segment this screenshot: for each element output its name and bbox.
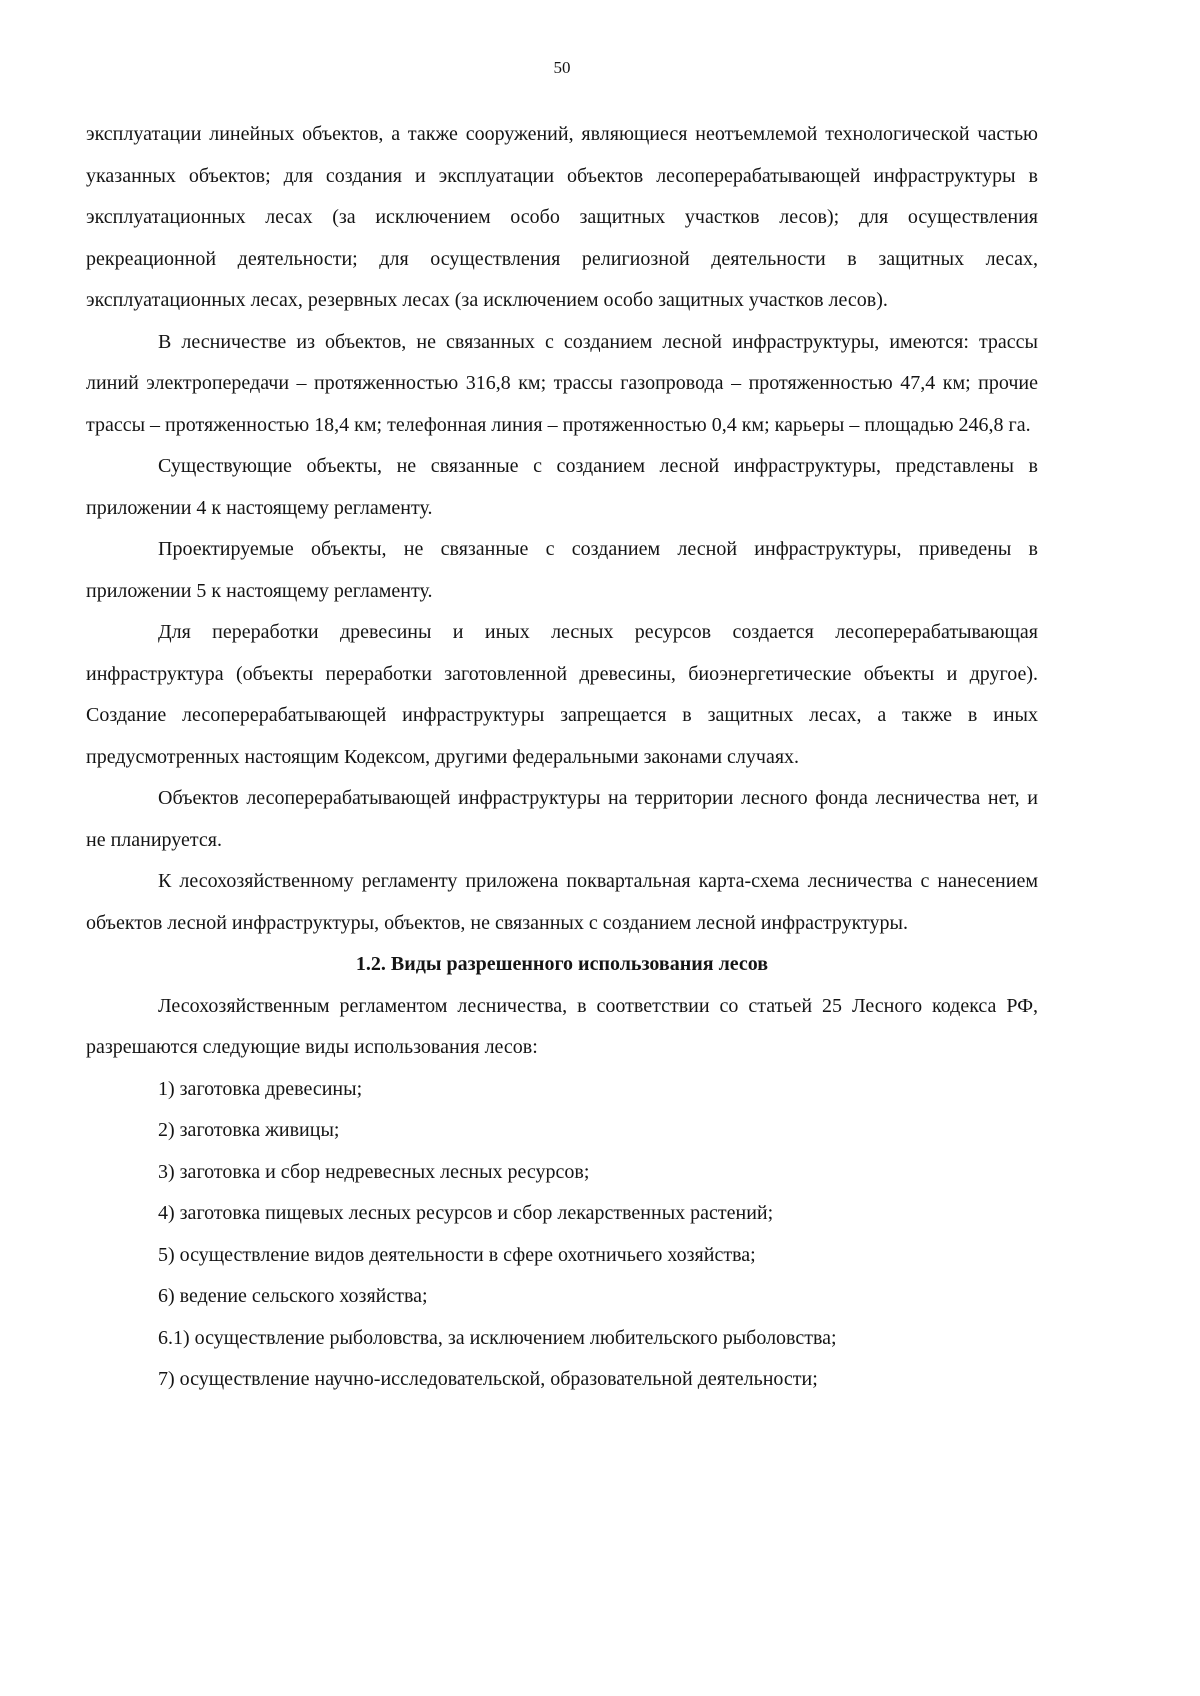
page-number: 50 (553, 58, 571, 77)
section-heading: 1.2. Виды разрешенного использования лесов (355, 953, 769, 975)
document-page (86, 0, 1038, 1696)
list-item: 2) заготовка живицы; (158, 1119, 340, 1141)
list-item: 5) осуществление видов деятельности в сфере охотничьего хозяйства; (158, 1243, 756, 1266)
list-item: 6.1) осуществление рыболовства, за исключением любительского рыболовства; (158, 1326, 837, 1349)
list-item: 7) осуществление научно-исследовательской, образовательной деятельности; (158, 1368, 818, 1390)
list-item: 3) заготовка и сбор недревесных лесных ресурсов; (158, 1160, 590, 1183)
paragraph-wood-processing: Для переработки древесины и иных лесных ресурсов создается лесоперерабатывающая инфраструктура (объекты переработки заготовленной древесины, биоэнергетические объекты и другое). Создание лесоперерабатывающей инфраструктуры запрещается в защитных лесах, а также в иных предусмотренных настоящим Кодексом, другими федеральными законами случаях. (86, 621, 1038, 768)
list-item: 1) заготовка древесины; (158, 1077, 363, 1100)
paragraph-continuation: эксплуатации линейных объектов, а также сооружений, являющиеся неотъемлемой технологической частью указанных объектов; для создания и эксплуатации объектов лесоперерабатывающей инфраструктуры в эксплуатационных лесах (за исключением особо защитных участков лесов); для осуществления рекреационной деятельности; для осуществления религиозной деятельности в защитных лесах, эксплуатационных лесах, резервных лесах (за исключением особо защитных участков лесов). (86, 123, 1038, 311)
paragraph-no-processing-objects: Объектов лесоперерабатывающей инфраструктуры на территории лесного фонда лесничества нет, и не планируется. (86, 787, 1038, 851)
paragraph-projected-objects: Проектируемые объекты, не связанные с созданием лесной инфраструктуры, приведены в приложении 5 к настоящему регламенту. (86, 538, 1038, 602)
document-body (86, 114, 1038, 1401)
list-item: 4) заготовка пищевых лесных ресурсов и сбор лекарственных растений; (158, 1202, 774, 1224)
paragraph-map-scheme: К лесохозяйственному регламенту приложена поквартальная карта-схема лесничества с нанесением объектов лесной инфраструктуры, объектов, не связанных с созданием лесной инфраструктуры. (86, 870, 1038, 934)
paragraph-existing-objects: Существующие объекты, не связанные с созданием лесной инфраструктуры, представлены в приложении 4 к настоящему регламенту. (86, 455, 1038, 519)
section-intro: Лесохозяйственным регламентом лесничества, в соответствии со статьей 25 Лесного кодекса РФ, разрешаются следующие виды использования лесов: (86, 994, 1038, 1058)
list-item: 6) ведение сельского хозяйства; (158, 1285, 428, 1307)
paragraph-non-forest-objects: В лесничестве из объектов, не связанных с созданием лесной инфраструктуры, имеются: трассы линий электропередачи – протяженностью 316,8 км; трассы газопровода – протяженностью 47,4 км; прочие трассы – протяженностью 18,4 км; телефонная линия – протяженностью 0,4 км; карьеры – площадью 246,8 га. (86, 330, 1038, 436)
